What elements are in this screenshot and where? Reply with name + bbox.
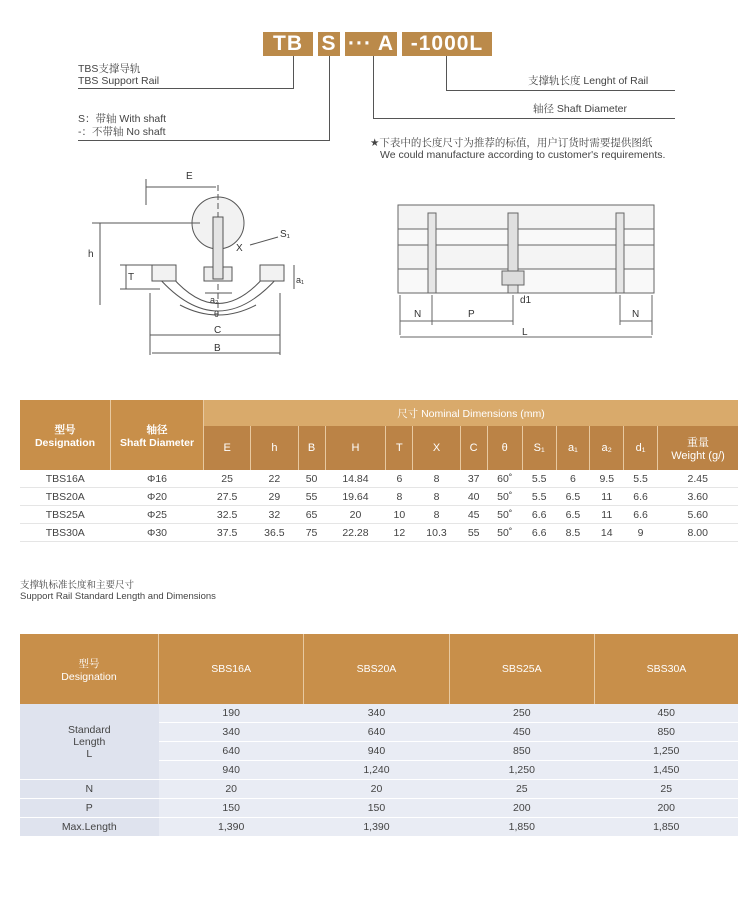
t1-col-theta: θ xyxy=(487,426,522,470)
dim-theta: θ xyxy=(214,309,220,319)
connector-a xyxy=(373,56,374,118)
connector-len xyxy=(446,56,447,90)
dim-a2: a₂ xyxy=(210,295,219,305)
code-tb: TB xyxy=(263,32,313,56)
cell-value: 6.6 xyxy=(522,506,556,524)
cell-length: 1,240 xyxy=(304,761,449,780)
cell-value: 150 xyxy=(304,799,449,818)
cell-value: 32.5 xyxy=(204,506,251,524)
t1-col-h: h xyxy=(251,426,298,470)
dim-a1: a₁ xyxy=(296,275,305,285)
connector-s-h xyxy=(78,140,330,141)
cell-length: 850 xyxy=(594,723,738,742)
cell-length: 250 xyxy=(449,704,594,723)
t1-header-model xyxy=(20,400,111,470)
cell-length: 1,450 xyxy=(594,761,738,780)
cell-value: 55 xyxy=(460,524,487,542)
dim-S1: S₁ xyxy=(280,229,291,240)
cell-value: 50 xyxy=(298,470,325,488)
t1-header-model-en: Designation xyxy=(34,436,96,449)
cell-weight: 8.00 xyxy=(658,524,739,542)
cell-value: 6.6 xyxy=(624,506,658,524)
t2-header-model xyxy=(20,634,159,704)
t1-header-nominal: 尺寸 Nominal Dimensions (mm) xyxy=(204,400,739,426)
cell-length: 450 xyxy=(449,723,594,742)
cell-value: 150 xyxy=(159,799,304,818)
code-dots: ··· xyxy=(345,32,375,56)
cell-value: 1,390 xyxy=(304,818,449,837)
t1-header-shaft-cn: 轴径 xyxy=(146,423,168,436)
t2-header-model-cn: 型号 xyxy=(78,657,100,670)
cell-value: 200 xyxy=(594,799,738,818)
cell-shaft: Φ25 xyxy=(111,506,204,524)
t2-header-sbs20a: SBS20A xyxy=(304,634,449,704)
cell-value: 22.28 xyxy=(325,524,386,542)
cell-value: 36.5 xyxy=(251,524,298,542)
code-length: -1000L xyxy=(402,32,492,56)
connector-tb-h xyxy=(78,88,294,89)
code-s: S xyxy=(318,32,340,56)
cell-shaft: Φ20 xyxy=(111,488,204,506)
note-en: We could manufacture according to customer's requirements. xyxy=(380,149,666,161)
dim-L: L xyxy=(522,327,528,338)
cell-shaft: Φ30 xyxy=(111,524,204,542)
cell-value: 29 xyxy=(251,488,298,506)
cell-value: 50˚ xyxy=(487,524,522,542)
connector-tb xyxy=(293,56,294,88)
cell-length: 940 xyxy=(159,761,304,780)
t2-header-model-en: Designation xyxy=(61,670,117,683)
cell-length: 1,250 xyxy=(449,761,594,780)
cell-value: 20 xyxy=(325,506,386,524)
cell-value: 6 xyxy=(386,470,413,488)
t1-col-H: H xyxy=(325,426,386,470)
cell-value: 25 xyxy=(594,780,738,799)
cell-value: 32 xyxy=(251,506,298,524)
legend-tbs-en: TBS Support Rail xyxy=(78,75,160,87)
t1-col-E: E xyxy=(204,426,251,470)
cell-value: 11 xyxy=(590,488,624,506)
cell-value: 25 xyxy=(449,780,594,799)
cell-value: 8 xyxy=(386,488,413,506)
connector-s xyxy=(329,56,330,140)
row-N xyxy=(20,780,738,799)
cell-value: 200 xyxy=(449,799,594,818)
cell-value: 20 xyxy=(304,780,449,799)
t1-col-S1: S₁ xyxy=(522,426,556,470)
t1-col-T: T xyxy=(386,426,413,470)
cell-value: 9 xyxy=(624,524,658,542)
cell-length: 450 xyxy=(594,704,738,723)
cell-value: 50˚ xyxy=(487,488,522,506)
standard-length-label-line: L xyxy=(86,747,93,760)
cell-model: TBS20A xyxy=(20,488,111,506)
row-N-label: N xyxy=(20,780,159,799)
cell-model: TBS16A xyxy=(20,470,111,488)
legend-no-shaft: -：不带轴 No shaft xyxy=(78,126,166,138)
cell-value: 40 xyxy=(460,488,487,506)
dim-h: h xyxy=(88,249,94,260)
row-max-length xyxy=(20,818,738,837)
cell-length: 340 xyxy=(304,704,449,723)
dim-C: C xyxy=(214,325,222,336)
cell-value: 8.5 xyxy=(556,524,590,542)
cell-value: 6.6 xyxy=(522,524,556,542)
t1-col-weight-en: Weight (g/) xyxy=(671,450,725,462)
cell-value: 6.6 xyxy=(624,488,658,506)
t1-header-shaft-en: Shaft Diameter xyxy=(119,436,195,449)
cell-value: 27.5 xyxy=(204,488,251,506)
t1-header-model-cn: 型号 xyxy=(54,423,76,436)
t1-col-d1: d₁ xyxy=(624,426,658,470)
t2-header-sbs25a: SBS25A xyxy=(449,634,594,704)
t2-header-sbs30a: SBS30A xyxy=(594,634,738,704)
cell-value: 20 xyxy=(159,780,304,799)
cell-value: 50˚ xyxy=(487,506,522,524)
standard-length-table xyxy=(20,634,738,837)
cell-weight: 5.60 xyxy=(658,506,739,524)
cell-value: 25 xyxy=(204,470,251,488)
standard-length-label-line: Length xyxy=(73,735,106,748)
cell-value: 1,390 xyxy=(159,818,304,837)
dim-d1: d1 xyxy=(520,295,532,306)
cell-value: 1,850 xyxy=(449,818,594,837)
section2-title-en: Support Rail Standard Length and Dimensions xyxy=(20,591,216,602)
cell-value: 6 xyxy=(556,470,590,488)
dim-N-left: N xyxy=(414,309,422,320)
cross-section-drawing xyxy=(80,165,320,375)
t1-col-a2: a₂ xyxy=(590,426,624,470)
cell-model: TBS30A xyxy=(20,524,111,542)
cell-length: 640 xyxy=(304,723,449,742)
cell-length: 940 xyxy=(304,742,449,761)
cell-value: 6.5 xyxy=(556,506,590,524)
cell-value: 8 xyxy=(413,470,460,488)
cell-value: 8 xyxy=(413,488,460,506)
cell-length: 190 xyxy=(159,704,304,723)
standard-length-label-line: Standard xyxy=(67,723,111,736)
table-row xyxy=(20,470,738,488)
cell-value: 8 xyxy=(413,506,460,524)
dim-P: P xyxy=(468,309,475,320)
cell-value: 37 xyxy=(460,470,487,488)
connector-a-h xyxy=(373,118,675,119)
row-P xyxy=(20,799,738,818)
side-view-drawing xyxy=(390,195,660,350)
cell-value: 1,850 xyxy=(594,818,738,837)
t1-col-B: B xyxy=(298,426,325,470)
t2-header-sbs16a: SBS16A xyxy=(159,634,304,704)
dim-N-right: N xyxy=(632,309,640,320)
cell-length: 850 xyxy=(449,742,594,761)
cell-value: 10.3 xyxy=(413,524,460,542)
cell-value: 55 xyxy=(298,488,325,506)
legend-shaft-diameter: 轴径 Shaft Diameter xyxy=(533,103,627,115)
t1-col-weight-cn: 重量 xyxy=(687,437,709,449)
cell-length: 340 xyxy=(159,723,304,742)
cell-value: 14 xyxy=(590,524,624,542)
row-max-length-label: Max.Length xyxy=(20,818,159,837)
section2-title-cn: 支撑轨标准长度和主要尺寸 xyxy=(20,580,135,591)
dimensions-table xyxy=(20,400,738,542)
cell-value: 5.5 xyxy=(624,470,658,488)
dim-X: X xyxy=(236,243,243,254)
standard-length-label xyxy=(20,704,159,780)
dim-E: E xyxy=(186,171,193,182)
row-P-label: P xyxy=(20,799,159,818)
cell-value: 19.64 xyxy=(325,488,386,506)
cell-value: 6.5 xyxy=(556,488,590,506)
note-cn: ★下表中的长度尺寸为推荐的标值，用户订货时需要提供图纸 xyxy=(370,137,653,149)
cell-value: 75 xyxy=(298,524,325,542)
table-row xyxy=(20,488,738,506)
connector-len-h xyxy=(446,90,675,91)
t1-col-C: C xyxy=(460,426,487,470)
legend-tbs-cn: TBS支撑导轨 xyxy=(78,63,141,75)
cell-value: 5.5 xyxy=(522,470,556,488)
t1-header-shaft xyxy=(111,400,204,470)
cell-value: 9.5 xyxy=(590,470,624,488)
t1-col-X: X xyxy=(413,426,460,470)
legend-rail-length: 支撑轨长度 Lenght of Rail xyxy=(528,75,649,87)
cell-value: 5.5 xyxy=(522,488,556,506)
cell-value: 65 xyxy=(298,506,325,524)
dim-T: T xyxy=(128,272,135,283)
cell-shaft: Φ16 xyxy=(111,470,204,488)
table-row xyxy=(20,506,738,524)
code-a: A xyxy=(375,32,397,56)
cell-weight: 2.45 xyxy=(658,470,739,488)
cell-value: 60˚ xyxy=(487,470,522,488)
cell-model: TBS25A xyxy=(20,506,111,524)
t1-col-a1: a₁ xyxy=(556,426,590,470)
cell-value: 45 xyxy=(460,506,487,524)
cell-value: 37.5 xyxy=(204,524,251,542)
dim-B: B xyxy=(214,343,221,354)
cell-value: 14.84 xyxy=(325,470,386,488)
table-row xyxy=(20,704,738,723)
cell-length: 640 xyxy=(159,742,304,761)
table-row xyxy=(20,524,738,542)
cell-length: 1,250 xyxy=(594,742,738,761)
t1-col-weight xyxy=(658,426,739,470)
cell-weight: 3.60 xyxy=(658,488,739,506)
cell-value: 22 xyxy=(251,470,298,488)
cell-value: 10 xyxy=(386,506,413,524)
cell-value: 12 xyxy=(386,524,413,542)
legend-with-shaft: S：带轴 With shaft xyxy=(78,113,167,125)
cell-value: 11 xyxy=(590,506,624,524)
